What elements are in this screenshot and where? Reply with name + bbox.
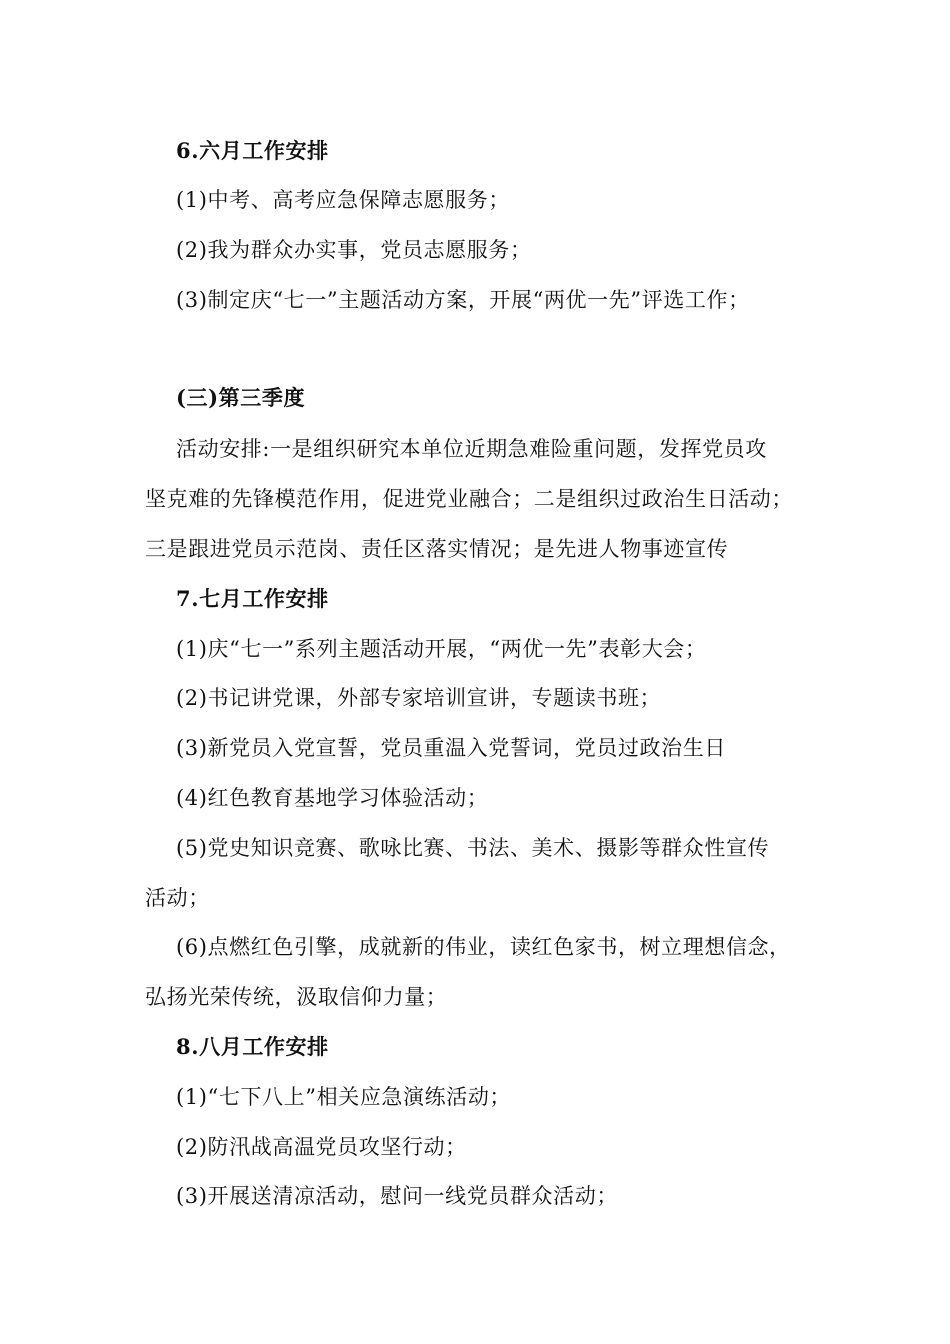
july-item-6-line-2: 弘扬光荣传统，汲取信仰力量；: [145, 985, 448, 1009]
july-item-6-line-1: (6)点燃红色引擎，成就新的伟业，读红色家书，树立理想信念，: [176, 935, 791, 959]
july-item-5-line-2: 活动；: [145, 886, 210, 910]
july-item-5-line-1: (5)党史知识竞赛、歌咏比赛、书法、美术、摄影等群众性宣传: [176, 836, 770, 860]
q3-heading: (三)第三季度: [176, 385, 306, 410]
june-item-1: (1)中考、高考应急保障志愿服务；: [176, 188, 510, 212]
august-item-3: (3)开展送清凉活动，慰问一线党员群众活动；: [176, 1184, 618, 1208]
august-item-1: (1)“七下八上”相关应急演练活动；: [176, 1085, 512, 1109]
july-item-3: (3)新党员入党宣誓，党员重温入党誓词，党员过政治生日: [176, 736, 726, 760]
q3-activity-line-1: 活动安排:一是组织研究本单位近期急难险重问题，发挥党员攻: [176, 437, 767, 461]
july-item-2: (2)书记讲党课，外部专家培训宣讲，专题读书班；: [176, 686, 662, 710]
august-item-2: (2)防汛战高温党员攻坚行动；: [176, 1135, 467, 1159]
june-item-2: (2)我为群众办实事，党员志愿服务；: [176, 238, 532, 262]
july-item-4: (4)红色教育基地学习体验活动；: [176, 786, 489, 810]
june-heading: 6.六月工作安排: [176, 138, 329, 163]
june-item-3: (3)制定庆“七一”主题活动方案，开展“两优一先”评选工作；: [176, 288, 750, 312]
q3-activity-line-2: 坚克难的先锋模范作用，促进党业融合；二是组织过政治生日活动；: [145, 487, 793, 511]
august-heading: 8.八月工作安排: [176, 1034, 329, 1059]
july-item-1: (1)庆“七一”系列主题活动开展，“两优一先”表彰大会；: [176, 637, 707, 661]
july-heading: 7.七月工作安排: [176, 586, 329, 611]
q3-activity-line-3: 三是跟进党员示范岗、责任区落实情况；是先进人物事迹宣传: [145, 537, 729, 561]
